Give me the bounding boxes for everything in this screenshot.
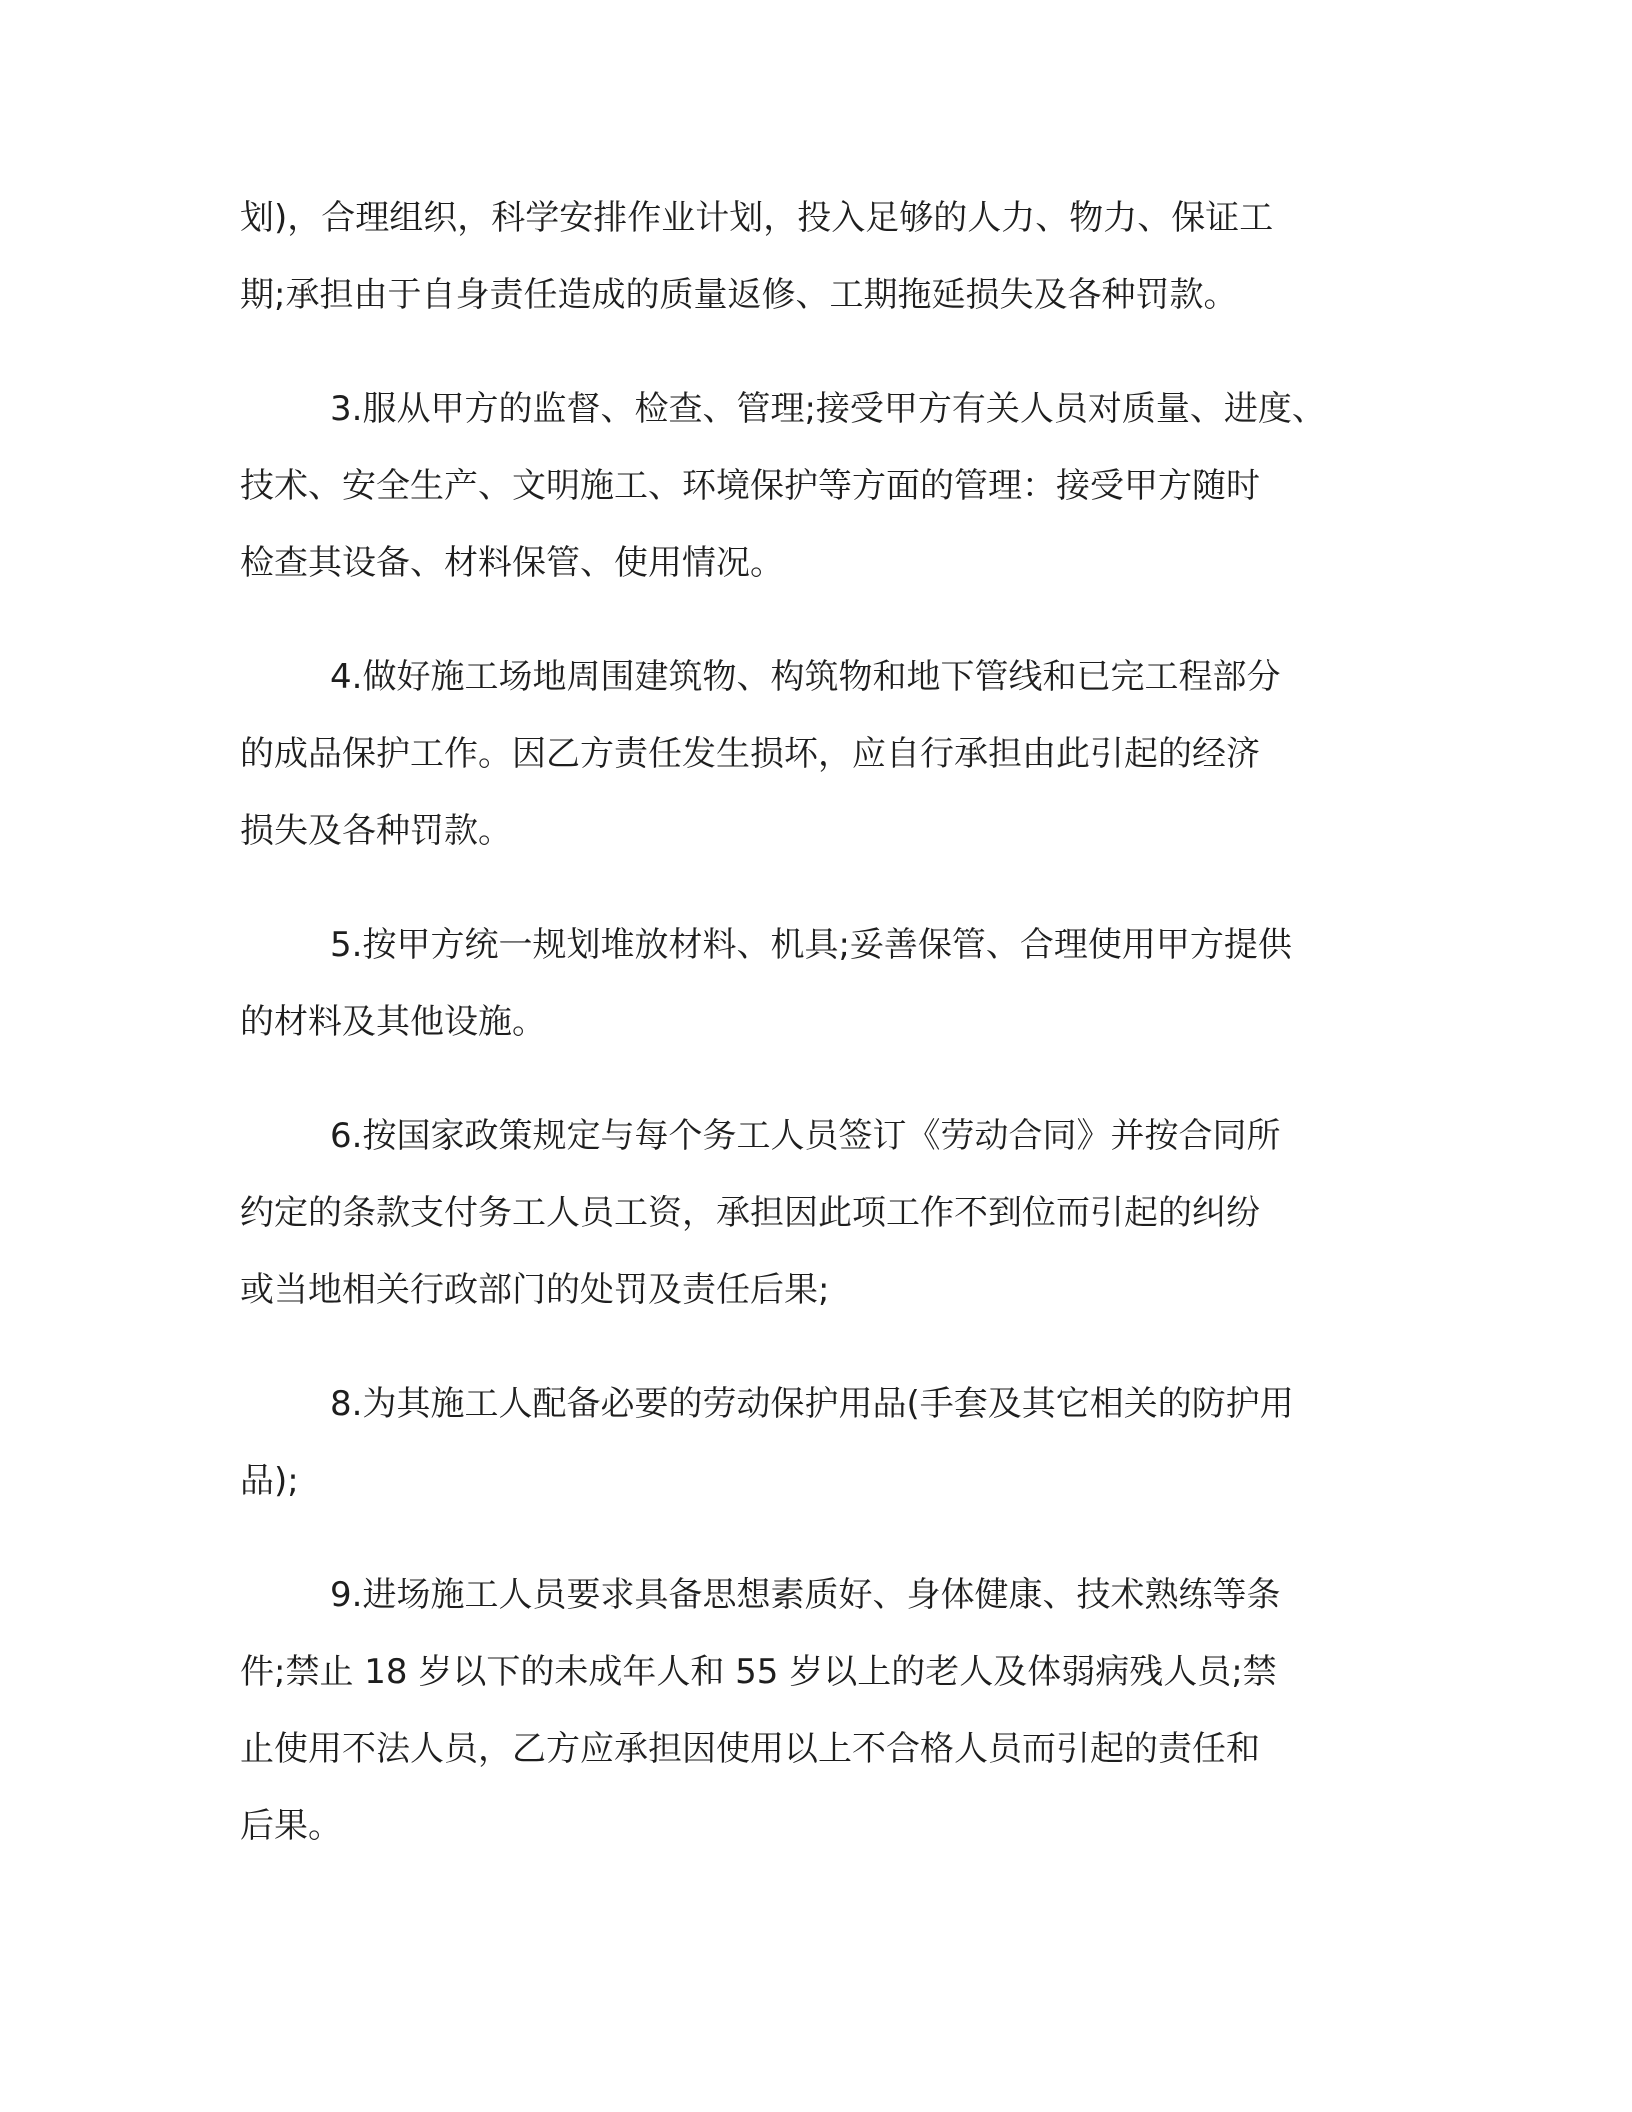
paragraph-continuation: [240, 180, 1410, 334]
paragraph-line: 3.服从甲方的监督、检查、管理;接受甲方有关人员对质量、进度、: [330, 389, 1326, 429]
paragraph-line: 4.做好施工场地周围建筑物、构筑物和地下管线和已完工程部分: [330, 657, 1281, 697]
paragraph-line: 检查其设备、材料保管、使用情况。: [240, 543, 784, 583]
paragraph-item-5: [240, 907, 1410, 1061]
paragraph-item-6: [240, 1098, 1410, 1329]
document-body: [240, 180, 1410, 1902]
paragraph-line: 划)，合理组织，科学安排作业计划，投入足够的人力、物力、保证工: [240, 198, 1274, 238]
paragraph-item-3: [240, 371, 1410, 602]
paragraph-line: 约定的条款支付务工人员工资，承担因此项工作不到位而引起的纠纷: [240, 1193, 1260, 1233]
paragraph-line: 的成品保护工作。因乙方责任发生损坏，应自行承担由此引起的经济: [240, 734, 1260, 774]
paragraph-line: 或当地相关行政部门的处罚及责任后果;: [240, 1270, 830, 1310]
paragraph-line: 的材料及其他设施。: [240, 1002, 546, 1042]
paragraph-line: 后果。: [240, 1806, 342, 1846]
paragraph-line: 期;承担由于自身责任造成的质量返修、工期拖延损失及各种罚款。: [240, 275, 1238, 315]
paragraph-line: 6.按国家政策规定与每个务工人员签订《劳动合同》并按合同所: [330, 1116, 1281, 1156]
paragraph-line: 9.进场施工人员要求具备思想素质好、身体健康、技术熟练等条: [330, 1575, 1281, 1615]
paragraph-item-8: [240, 1366, 1410, 1520]
paragraph-item-9: [240, 1557, 1410, 1865]
paragraph-item-4: [240, 639, 1410, 870]
paragraph-line: 品);: [240, 1461, 299, 1501]
paragraph-line: 止使用不法人员，乙方应承担因使用以上不合格人员而引起的责任和: [240, 1729, 1260, 1769]
paragraph-line: 5.按甲方统一规划堆放材料、机具;妥善保管、合理使用甲方提供: [330, 925, 1292, 965]
paragraph-line: 8.为其施工人配备必要的劳动保护用品(手套及其它相关的防护用: [330, 1384, 1294, 1424]
paragraph-line: 件;禁止 18 岁以下的未成年人和 55 岁以上的老人及体弱病残人员;禁: [240, 1652, 1277, 1692]
paragraph-line: 损失及各种罚款。: [240, 811, 512, 851]
paragraph-line: 技术、安全生产、文明施工、环境保护等方面的管理：接受甲方随时: [240, 466, 1260, 506]
